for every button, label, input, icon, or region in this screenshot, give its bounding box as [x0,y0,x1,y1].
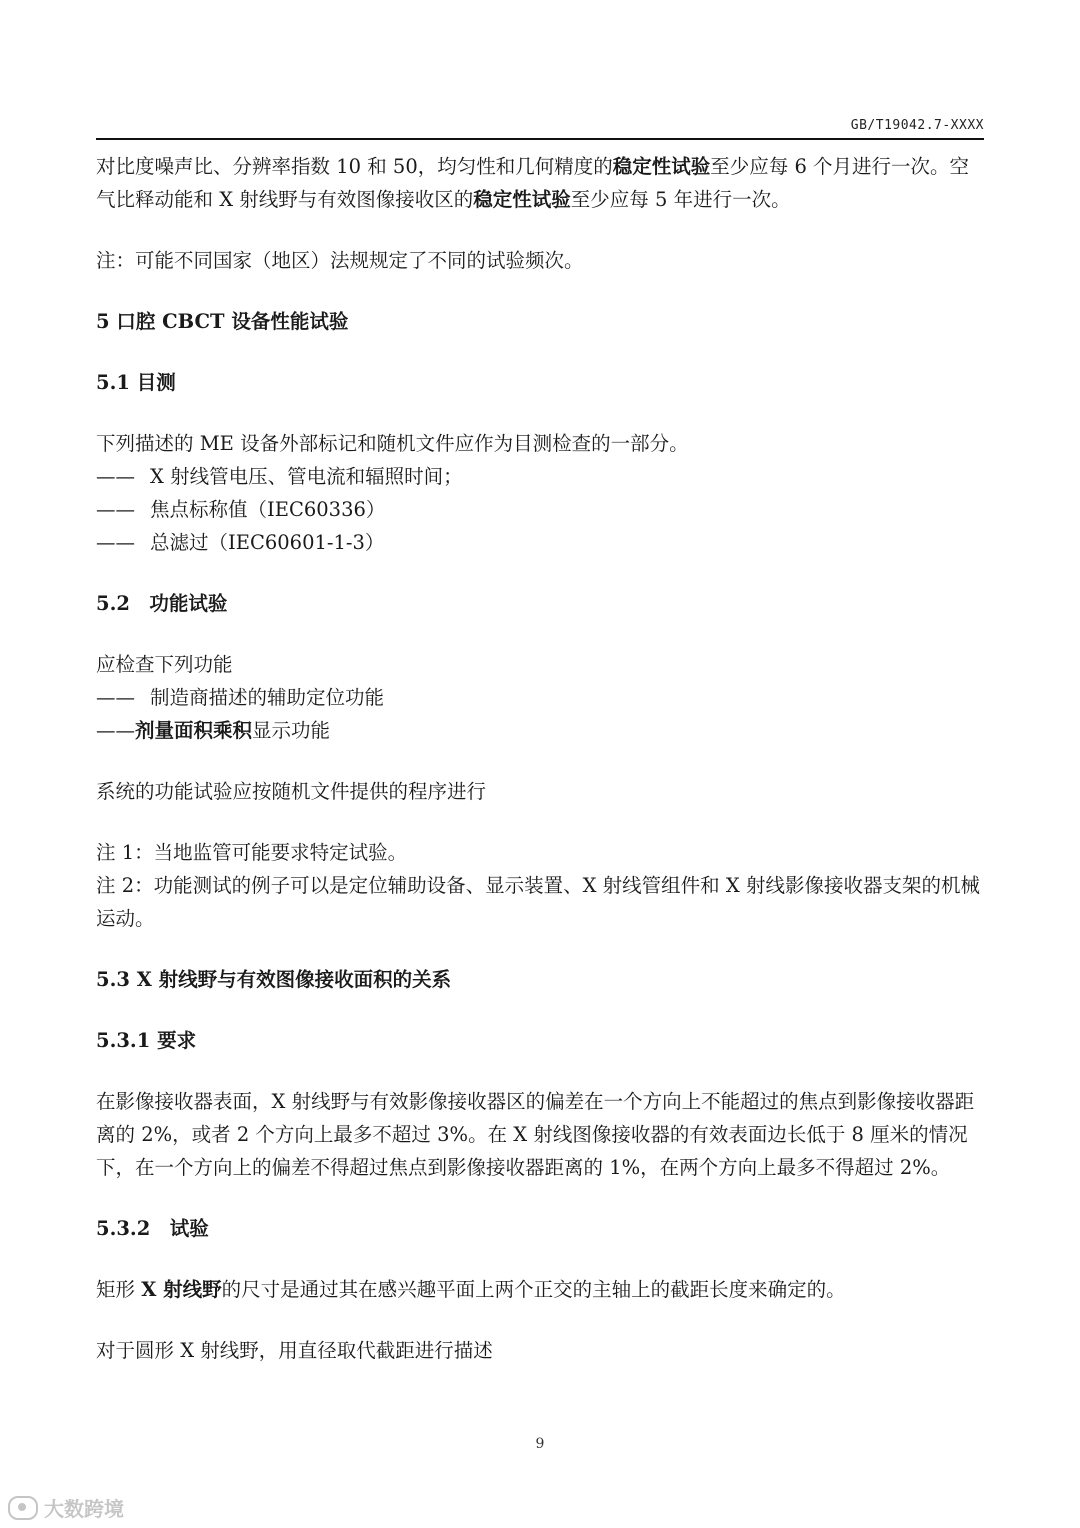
list-item: ——剂量面积乘积显示功能 [96,719,331,742]
paragraph-circular-field: 对于圆形 X 射线野，用直径取代截距进行描述 [96,1339,493,1362]
section-heading-5-1: 5.1 目测 [96,371,176,394]
section-heading-5-2: 5.2 功能试验 [96,592,228,615]
page-number: 9 [535,1436,545,1452]
list-item: —— X 射线管电压、管电流和辐照时间； [96,465,463,488]
header-divider [96,138,984,140]
list-item: —— 焦点标称值（IEC60336） [96,498,386,521]
paragraph-stability-tests: 对比度噪声比、分辨率指数 10 和 50，均匀性和几何精度的稳定性试验至少应每 6 个月进行一次。空气比释动能和 X 射线野与有效图像接收区的稳定性试验至少应每 5 年进行一次。 [96,155,970,211]
watermark-logo-icon [8,1496,38,1520]
list-item: —— 制造商描述的辅助定位功能 [96,686,385,709]
note-1: 注 1：当地监管可能要求特定试验。 [96,841,408,864]
note-2: 注 2：功能测试的例子可以是定位辅助设备、显示装置、X 射线管组件和 X 射线影像接收器支架的机械运动。 [96,874,980,930]
paragraph-function-procedure: 系统的功能试验应按随机文件提供的程序进行 [96,780,487,803]
section-heading-5-3-1: 5.3.1 要求 [96,1029,197,1052]
watermark-text: 大数跨境 [44,1497,124,1521]
section-heading-5: 5 口腔 CBCT 设备性能试验 [96,310,349,333]
section-heading-5-3-2: 5.3.2 试验 [96,1217,209,1240]
paragraph-function-check: 应检查下列功能 [96,653,233,676]
section-heading-5-3: 5.3 X 射线野与有效图像接收面积的关系 [96,968,452,991]
watermark [8,1493,124,1522]
paragraph-requirements: 在影像接收器表面，X 射线野与有效影像接收器区的偏差在一个方向上不能超过的焦点到影像接收器距离的 2%，或者 2 个方向上最多不超过 3%。在 X 射线图像接收器的有效表面边长低于 8 厘米的情况下，在一个方向上的偏差不得超过焦点到影像接收器距离的 1%，在两个方向上最多不得超过 2%。 [96,1090,975,1179]
paragraph-visual-inspection: 下列描述的 ME 设备外部标记和随机文件应作为目测检查的一部分。 [96,432,689,455]
list-item: —— 总滤过（IEC60601-1-3） [96,531,385,554]
paragraph-rectangular-field: 矩形 X 射线野的尺寸是通过其在感兴趣平面上两个正交的主轴上的截距长度来确定的。 [96,1278,846,1301]
note-test-frequency: 注：可能不同国家（地区）法规规定了不同的试验频次。 [96,249,584,272]
document-code: GB/T19042.7-XXXX [850,118,984,133]
document-body [96,150,986,1367]
